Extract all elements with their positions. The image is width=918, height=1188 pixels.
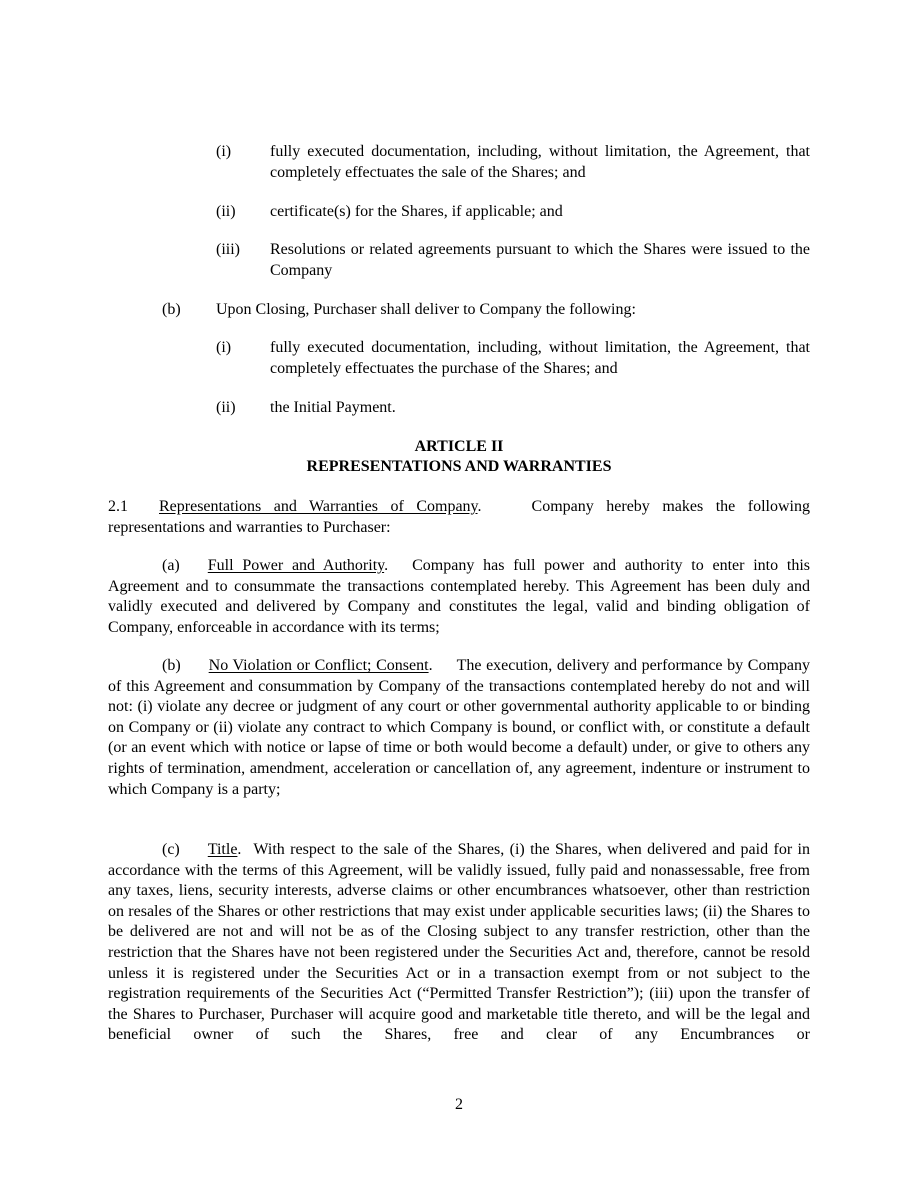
- section-2-1: [108, 497, 810, 538]
- list-marker: (i): [216, 143, 232, 160]
- clause-marker: (b): [162, 301, 181, 318]
- section-heading-period: .: [477, 498, 482, 515]
- clause-b: (b) No Violation or Conflict; Consent. The execution, delivery and performance by Company of this Agreement and consummation by Company of the transactions contemplated hereby do not and will not: (i) violate any decree or judgment of any court or other governmental authority applicable to or binding on Company or (ii) violate any contract to which Company is bound, or conflict with, or constitute a default (or an event which with notice or lapse of time or both would become a default) under, or give to others any rights of termination, amendment, acceleration or cancellation of, any agreement, indenture or instrument to which Company is a party;: [108, 657, 810, 798]
- section-text: Company hereby makes the following representations and warranties to Purchaser:: [108, 498, 810, 536]
- clause-intro-text: Upon Closing, Purchaser shall deliver to Company the following:: [216, 301, 636, 318]
- clause-heading: No Violation or Conflict; Consent: [208, 657, 429, 674]
- clause-heading: Title: [207, 841, 238, 858]
- section-heading: Representations and Warranties of Company: [159, 498, 478, 515]
- clause-a: (a) Full Power and Authority. Company has full power and authority to enter into this Agreement and to consummate the transactions contemplated hereby. This Agreement has been duly and validly executed and delivered by Company and constitutes the legal, valid and binding obligation of Company, enforceable in accordance with its terms;: [108, 557, 811, 636]
- clause-text: With respect to the sale of the Shares, (i) the Shares, when delivered and paid for in accordance with the terms of this Agreement, will be validly issued, fully paid and nonassessable, free from any taxes, liens, security interests, adverse claims or other encumbrances whatsoever, other than restriction on resales of the Shares or other restrictions that may exist under applicable securities laws; (ii) the Shares to be delivered are not and will not be as of the Closing subject to any transfer restriction, other than the restriction that the Shares have not been registered under the Securities Act and, therefore, cannot be resold unless it is registered under the Securities Act or in a transaction exempt from or not subject to the registration requirements of the Securities Act (“Permitted Transfer Restriction”); (iii) upon the transfer of the Shares to Purchaser, Purchaser will acquire good and marketable title thereto, and will be the legal and beneficial owner of such the Shares, free and clear of any Encumbrances or: [108, 841, 810, 1044]
- list-item-text: fully executed documentation, including, without limitation, the Agreement, that completely effectuates the sale of the Shares; and: [270, 143, 810, 181]
- clause-heading: Full Power and Authority: [207, 557, 385, 574]
- article-number: ARTICLE II: [414, 438, 504, 455]
- list-item-text: the Initial Payment.: [270, 399, 396, 416]
- list-marker: (iii): [216, 241, 240, 258]
- clause-marker: (c): [162, 841, 180, 858]
- list-marker: (ii): [216, 203, 236, 220]
- section-number: 2.1: [108, 498, 128, 515]
- list-item-text: Resolutions or related agreements pursuant to which the Shares were issued to the Company: [270, 241, 810, 279]
- clause-marker: (a): [162, 557, 180, 574]
- page-number: 2: [455, 1096, 463, 1113]
- clause-text: Company has full power and authority to enter into this Agreement and to consummate the transactions contemplated hereby. This Agreement has been duly and validly executed and delivered by Company and constitutes the legal, valid and binding obligation of Company, enforceable in accordance with its terms;: [108, 557, 811, 636]
- clause-c: (c) Title. With respect to the sale of the Shares, (i) the Shares, when delivered and paid for in accordance with the terms of this Agreement, will be validly issued, fully paid and nonassessable, free from any taxes, liens, security interests, adverse claims or other encumbrances whatsoever, other than restriction on resales of the Shares or other restrictions that may exist under applicable securities laws; (ii) the Shares to be delivered are not and will not be as of the Closing subject to any transfer restriction, other than the restriction that the Shares have not been registered under the Securities Act and, therefore, cannot be resold unless it is registered under the Securities Act or in a transaction exempt from or not subject to the registration requirements of the Securities Act (“Permitted Transfer Restriction”); (iii) upon the transfer of the Shares to Purchaser, Purchaser will acquire good and marketable title thereto, and will be the legal and beneficial owner of such the Shares, free and clear of any Encumbrances or: [108, 841, 810, 1044]
- list-marker: (i): [216, 339, 232, 356]
- article-title: REPRESENTATIONS AND WARRANTIES: [306, 458, 612, 475]
- list-marker: (ii): [216, 399, 236, 416]
- list-item-text: certificate(s) for the Shares, if applicable; and: [270, 203, 563, 220]
- list-item-text: fully executed documentation, including, without limitation, the Agreement, that completely effectuates the purchase of the Shares; and: [270, 339, 810, 377]
- clause-text: The execution, delivery and performance by Company of this Agreement and consummation by Company of the transactions contemplated hereby do not and will not: (i) violate any decree or judgment of any court or other governmental authority applicable to or binding on Company or (ii) violate any contract to which Company is bound, or conflict with, or constitute a default (or an event which with notice or lapse of time or both would become a default) under, or give to others any rights of termination, amendment, acceleration or cancellation of, any agreement, indenture or instrument to which Company is a party;: [108, 657, 810, 798]
- clause-marker: (b): [162, 657, 181, 674]
